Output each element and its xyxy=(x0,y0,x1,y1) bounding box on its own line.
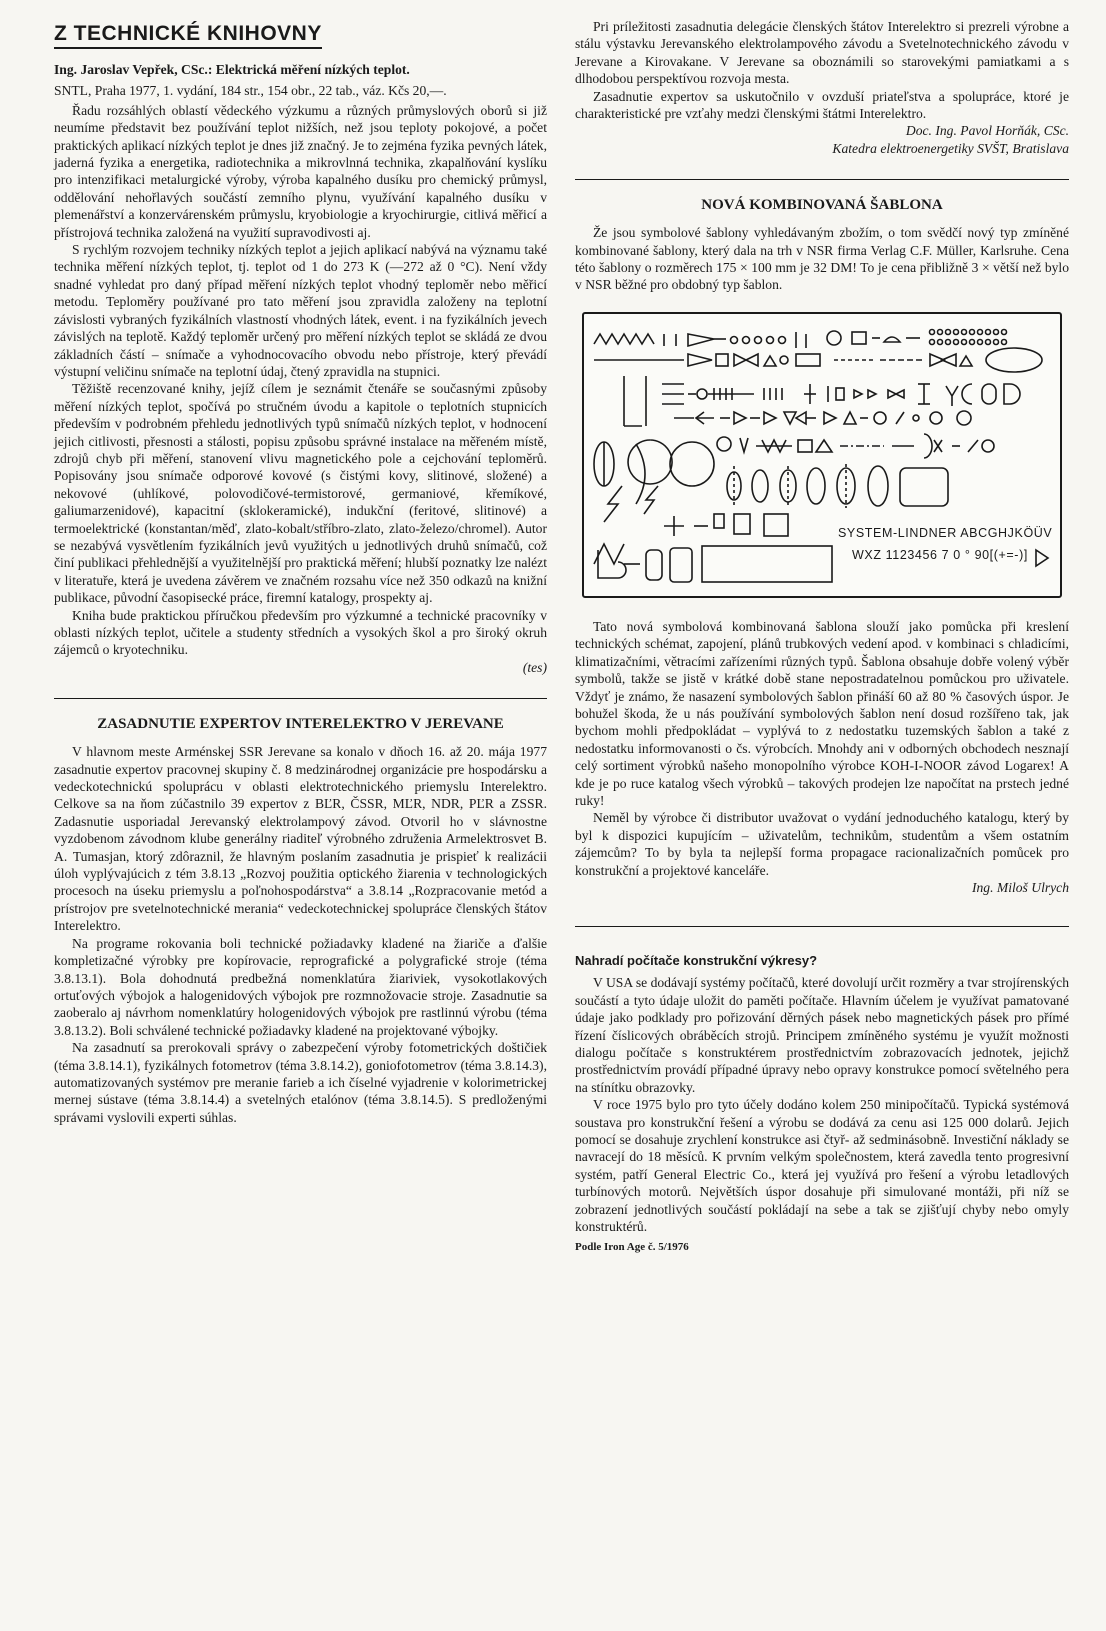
section-title: Z TECHNICKÉ KNIHOVNY xyxy=(54,22,322,49)
article-interelektro-author: Doc. Ing. Pavol Horňák, CSc. xyxy=(905,123,1069,139)
article-interelektro-paragraph: Pri príležitosti zasadnutia delegácie členských štátov Interelektro si prezreli výrobne a stálu výstavku Jerevanského elektrolampového závodu a Svetelnotechnického závodu v Jerevane a Kirovakane. V Jerevane sa oboznámili so starovekými pamiatkami a s dlhodobou perspektívou rozvoja mesta. xyxy=(575,19,1069,87)
article-interelektro-title: ZASADNUTIE EXPERTOV INTERELEKTRO V JEREVANE xyxy=(97,716,504,733)
section-divider xyxy=(54,698,547,699)
article-template-intro: Že jsou symbolové šablony vyhledávaným zbožím, o tom svědčí nový typ zmíněné kombinované šablony, který dala na trh v NSR firma Verlag C.F. Müller, Karlsruhe. Cena této šablony o rozměrech 175 × 100 mm je 32 DM! To je cena přibližně 3 × větší než bylo v NSR běžné pro obdobný typ šablon. xyxy=(575,225,1069,293)
book-review-signature: (tes) xyxy=(522,659,547,675)
article-computers-source: Podle Iron Age č. 5/1976 xyxy=(575,1241,689,1254)
article-template-author: Ing. Miloš Ulrych xyxy=(971,879,1069,895)
article-template-paragraph: Tato nová symbolová kombinovaná šablona slouží jako pomůcka při kreslení technických schémat, zapojení, plánů trubkových vedení apod. v kombinaci s chladicími, klimatizačními, větracími zařízeními různých typů. Šablona obsahuje dobře volený výběr symbolů, takže se jistě v krátké době stane nepostradatelnou pomůckou pro uživatele. Vždyť je známo, že nasazení symbolových šablon přináší 60 až 80 % časových úspor. Je bohužel škoda, že u nás používání symbolových šablon není dosud rozšířeno tak, jak bychom mohli předpokládat – vyplývá to z nedostatku tuzemských šablon a také z nedostatku informovanosti o čs. výrobcích. Mnohdy ani v odborných obchodech nesznají celý sortiment výrobků našeho monopolního výrobce KOH-I-NOOR závod Logarex! A kde je po ruce katalog všech výrobků – takových prodejen lze napočítat na prstech jedné ruky! xyxy=(575,618,1069,808)
book-review-paragraph: Těžiště recenzované knihy, jejíž cílem je seznámit čtenáře se současnými způsoby měření nízkých teplot, spočívá po stručném úvodu a kapitole o teplotních stupnicích především v podrobném přehledu jednotlivých typů snímačů nízkých teplot, v hodnocení jejich citlivosti, přesnosti a stálosti, popisu způsobu správné instalace na měřeném místě, zdrojů chyb při měření, stanovení vlivu magnetického pole a cejchování teploměrů. Popisovány jsou snímače odporové kovové (s čistými kovy, slitinové, složené) a nekovové (uhlíkové, polovodičové-termistorové, germaniové, křemíkové, galiumarzenidové), kapacitní (sklokeramické), indukční (feritové, slitinové) a termoelektrické (konstantan/měď, zlato-kobalt/stříbro-zlato, zlato-železo/chromel). Autor se nezabývá vysvětlením fyzikálních jevů využitých u jednotlivých druhů snímačů, což činí publikaci přehlednější a využitelnější pro praktická měření; hlubší poznatky lze nalézt v literatuře, která je uvedena závěrem ve značném rozsahu více než 350 odkazů na knižní publikace, původní časopisecké práce, firemní katalogy, prospekty aj. xyxy=(54,381,547,606)
book-publication-info: SNTL, Praha 1977, 1. vydání, 184 str., 154 obr., 22 tab., váz. Kčs 20,—. xyxy=(54,83,447,99)
section-divider xyxy=(575,179,1069,180)
article-interelektro-paragraph: V hlavnom meste Arménskej SSR Jerevane sa konalo v dňoch 16. až 20. mája 1977 zasadnutie expertov pracovnej skupiny č. 8 medzinárodnej organizácie pre hospodársku a vedeckotechnickú spoluprácu v oblasti elektrotechnického priemyslu Interelektro. Celkove sa na ňom zúčastnilo 39 expertov z BĽR, ČSSR, MĽR, NDR, PĽR a ZSSR. Zadasnutie usporiadal Jerevanský elektrolampový závod. Otvoril ho v slávnostne vyzdobenom závodnom klube generálny riaditeľ výrobného združenia Armelektrosvet B. A. Tumasjan, ktorý zdôraznil, že hlavným poslaním zasadnutia je prispieť k realizácii úloh vyplývajúcich z tém 3.8.13 „Rozvoj použitia optického žiarenia v technologických procesoch na úseku priemyslu a poľnohospodárstva“ a 3.8.14 „Rozpracovanie metód a prístrojov pre svetelnotechnické merania“ vedeckotechnickej spolupráce členských štátov Interelektro. xyxy=(54,744,547,934)
book-review-heading: Ing. Jaroslav Vepřek, CSc.: Elektrická měření nízkých teplot. xyxy=(54,62,410,77)
article-template-paragraph: Neměl by výrobce či distributor uvažovat o vydání jednoduchého katalogu, který by byl k dispozici kupujícím – uživatelům, technikům, studentům a všem ostatním zájemcům? To by byla ta nejlepší forma propagace racionalizačních pomůcek pro konstrukční a projektové kanceláře. xyxy=(575,810,1069,878)
left-column xyxy=(54,18,547,1126)
article-computers-paragraph: V roce 1975 bylo pro tyto účely dodáno kolem 250 minipočítačů. Typická systémová soustava pro konstrukční řešení a výrobu se dodává za cenu asi 125 000 dolarů. Jejich pomocí se dosahuje zrychlení konstrukce asi čtyř- až sedminásobně. Investiční náklady se navracejí do 18 měsíců. K prvním velkým společnostem, která zavedla tento progresivní systém, patří General Electric Co., která jej využívá pro řešení a výrobu letadlových turbínových motorů. Největších úspor dosahuje při simulované montáži, při níž se zobrazení jednotlivých součástí pokládají na sebe a tak se zjišťují chyby nebo omyly konstruktérů. xyxy=(575,1097,1069,1235)
article-computers-paragraph: V USA se dodávají systémy počítačů, které dovolují určit rozměry a tvar strojírenských součástí a tyto údaje uložit do paměti počítače. Hlavním účelem je využívat pamatované údaje jako podklady pro pořizování děrných pásek nebo magnetických pásek pro přímé řízení číslicových obráběcích strojů. Principem zmíněného systému je využít možnosti dialogu počítače s konstruktérem prostřednictvím zobrazovacích jednotek, jejichž prostřednictvím provádí případné úpravy nebo opravy konstrukce pomocí světelného pera na stínítku obrazovky. xyxy=(575,975,1069,1095)
section-divider xyxy=(575,926,1069,927)
article-interelektro-paragraph: Na zasadnutí sa prerokovali správy o zabezpečení výroby fotometrických doštičiek (téma 3.8.14.1), fyzikálnych fotometrov (téma 3.8.14.2), goniofotometrov (téma 3.8.14.3), automatizovaných systémov pre meranie farieb a ich číselné vyjadrenie v kolorimetrickej mernej sústave (téma 3.8.14.4) a svetelných etalónov (téma 3.8.14.5). S predloženými správami vyslovili experti súhlas. xyxy=(54,1040,547,1125)
stencil-lettering-line-2: WXZ 1123456 7 0 ° 90[(+=-)] xyxy=(852,547,1028,562)
book-review-paragraph: S rychlým rozvojem techniky nízkých teplot a jejich aplikací nabývá na významu také technika měření nízkých teplot, tj. teplot od 1 do 273 K (—272 až 0 °C). Není vždy snadné vyhledat pro daný případ měření nízkých teplot vhodný teploměr nebo měřicí metodu. Teploměry používané pro tato měření jsou zpravidla založeny na teplotní závislosti vybraných fyzikálních vlastností vhodných látek, event. i na fyzikálních jevech závislých na teplotě. Každý teploměr určený pro měření nízkých teplot se skládá ze dvou základních částí – snímače a vyhodnocovacího obvodu nebo přístroje, který převádí výstupní veličinu snímače na teplotní údaj, čtený zpravidla na stupnici. xyxy=(54,242,547,379)
book-review-paragraph: Řadu rozsáhlých oblastí vědeckého výzkumu a různých průmyslových oborů si již neumíme představit bez používání teplot nižších, než jsou teploty pokojové, a počet praktických aplikací nízkých teplot je dnes již značný. Je to zejména fyzika pevných látek, jaderná fyzika a energetika, radiotechnika a mikrovlnná technika, zkapalňování kyslíku pro intenzifikaci metalurgické výroby, výroba kapalného dusíku pro chemický průmysl, oddělování nehořlavých součástí zemního plynu, využívání kapalného dusíku v plemenářství a konzervárenském průmyslu, kryobiologie a kryochirurgie, citlivá měřicí a přístrojová technika založená na využití supravodivosti aj. xyxy=(54,102,547,240)
right-column xyxy=(575,18,1069,1253)
article-interelektro-paragraph: Zasadnutie expertov sa uskutočnilo v ovzduší priateľstva a spolupráce, ktoré je charakteristické pre vzťahy medzi členskými štátmi Interelektro. xyxy=(575,88,1069,122)
book-review-paragraph: Kniha bude praktickou příručkou především pro výzkumné a technické pracovníky v oblasti nízkých teplot, učitele a studenty středních a vysokých škol a pro široký okruh zájemců o kryotechniku. xyxy=(54,607,547,658)
article-interelektro-affiliation: Katedra elektroenergetiky SVŠT, Bratislava xyxy=(832,140,1069,156)
article-computers-title: Nahradí počítače konstrukční výkresy? xyxy=(575,953,818,969)
article-interelektro-paragraph: Na programe rokovania boli technické požiadavky kladené na žiariče a ďalšie kompletizačné výrobky pre kopírovacie, reprografické a polygrafické stroje (téma 3.8.13.1). Bola dohodnutá predbežná nomenklatúra žiariviek, vysokotlakových ortuťových výbojok a halogenidových výbojok pre rozmnožovacie stroje. Zasadnutie sa zaoberalo aj návrhom nomenklatúry hologenidových výbojok pre rastlinnú výrobu (téma 3.8.13.2). Boli schválené technické požiadavky kladené na projektované výbojky. xyxy=(54,935,547,1038)
stencil-lettering-line-1: SYSTEM-LINDNER ABCGHJKÖÜV xyxy=(838,525,1053,540)
article-template-title: NOVÁ KOMBINOVANÁ ŠABLONA xyxy=(701,197,943,214)
stencil-template-image xyxy=(582,312,1062,598)
